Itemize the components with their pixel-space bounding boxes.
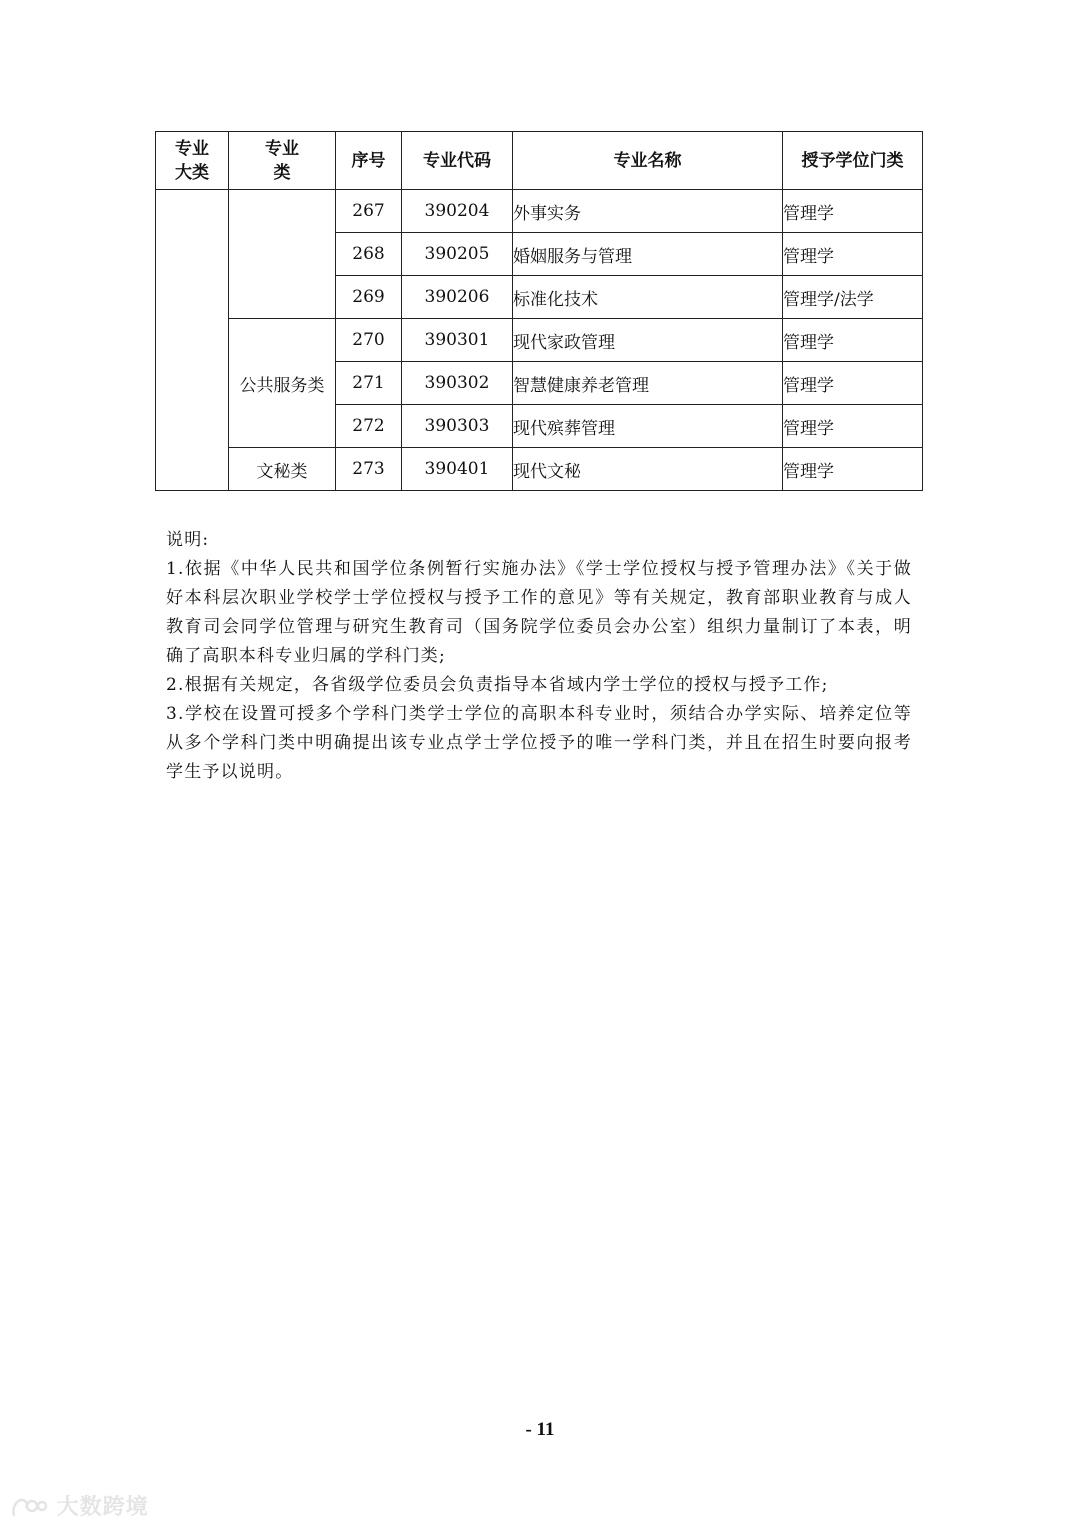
seq-cell: 273 bbox=[336, 448, 402, 491]
code-cell: 390204 bbox=[402, 190, 513, 233]
table-row bbox=[156, 319, 923, 362]
note-item-2: 2.根据有关规定，各省级学位委员会负责指导本省域内学士学位的授权与授予工作; bbox=[166, 675, 829, 695]
degree-cell: 管理学 bbox=[783, 362, 923, 405]
name-cell: 婚姻服务与管理 bbox=[513, 233, 783, 276]
seq-cell: 269 bbox=[336, 276, 402, 319]
major-class-cell: 公共服务类 bbox=[229, 319, 336, 448]
degree-cell: 管理学 bbox=[783, 190, 923, 233]
watermark-text: 大数跨境 bbox=[56, 1495, 149, 1520]
name-cell: 现代殡葬管理 bbox=[513, 405, 783, 448]
major-class-cell: 文秘类 bbox=[229, 448, 336, 491]
notes-title: 说明: bbox=[166, 530, 210, 550]
degree-cell: 管理学 bbox=[783, 233, 923, 276]
major-group-cell bbox=[156, 190, 229, 491]
header-major-class: 专业 类 bbox=[229, 132, 336, 190]
name-cell: 现代家政管理 bbox=[513, 319, 783, 362]
table-row bbox=[156, 190, 923, 233]
page-number: - 11 bbox=[525, 1419, 555, 1440]
table-row bbox=[156, 448, 923, 491]
seq-cell: 270 bbox=[336, 319, 402, 362]
name-cell: 智慧健康养老管理 bbox=[513, 362, 783, 405]
code-cell: 390301 bbox=[402, 319, 513, 362]
code-cell: 390302 bbox=[402, 362, 513, 405]
notes-section bbox=[166, 526, 912, 787]
code-cell: 390401 bbox=[402, 448, 513, 491]
note-item-1: 1.依据《中华人民共和国学位条例暂行实施办法》《学士学位授权与授予管理办法》《关于做好本科层次职业学校学士学位授权与授予工作的意见》等有关规定，教育部职业教育与成人教育司会同学位管理与研究生教育司（国务院学位委员会办公室）组织力量制订了本表，明确了高职本科专业归属的学科门类; bbox=[166, 559, 912, 666]
name-cell: 标准化技术 bbox=[513, 276, 783, 319]
header-name: 专业名称 bbox=[513, 132, 783, 190]
seq-cell: 267 bbox=[336, 190, 402, 233]
note-item-3: 3.学校在设置可授多个学科门类学士学位的高职本科专业时，须结合办学实际、培养定位等从多个学科门类中明确提出该专业点学士学位授予的唯一学科门类，并且在招生时要向报考学生予以说明。 bbox=[166, 704, 912, 782]
table-header-row bbox=[156, 132, 923, 190]
watermark bbox=[10, 1490, 149, 1521]
degree-cell: 管理学 bbox=[783, 405, 923, 448]
header-code: 专业代码 bbox=[402, 132, 513, 190]
major-table bbox=[155, 131, 923, 491]
code-cell: 390206 bbox=[402, 276, 513, 319]
header-major-group: 专业 大类 bbox=[156, 132, 229, 190]
name-cell: 外事实务 bbox=[513, 190, 783, 233]
seq-cell: 272 bbox=[336, 405, 402, 448]
seq-cell: 268 bbox=[336, 233, 402, 276]
header-degree: 授予学位门类 bbox=[783, 132, 923, 190]
code-cell: 390205 bbox=[402, 233, 513, 276]
seq-cell: 271 bbox=[336, 362, 402, 405]
degree-cell: 管理学 bbox=[783, 448, 923, 491]
degree-cell: 管理学/法学 bbox=[783, 276, 923, 319]
watermark-logo-icon bbox=[10, 1496, 48, 1520]
header-seq: 序号 bbox=[336, 132, 402, 190]
major-class-cell bbox=[229, 190, 336, 319]
name-cell: 现代文秘 bbox=[513, 448, 783, 491]
code-cell: 390303 bbox=[402, 405, 513, 448]
degree-cell: 管理学 bbox=[783, 319, 923, 362]
